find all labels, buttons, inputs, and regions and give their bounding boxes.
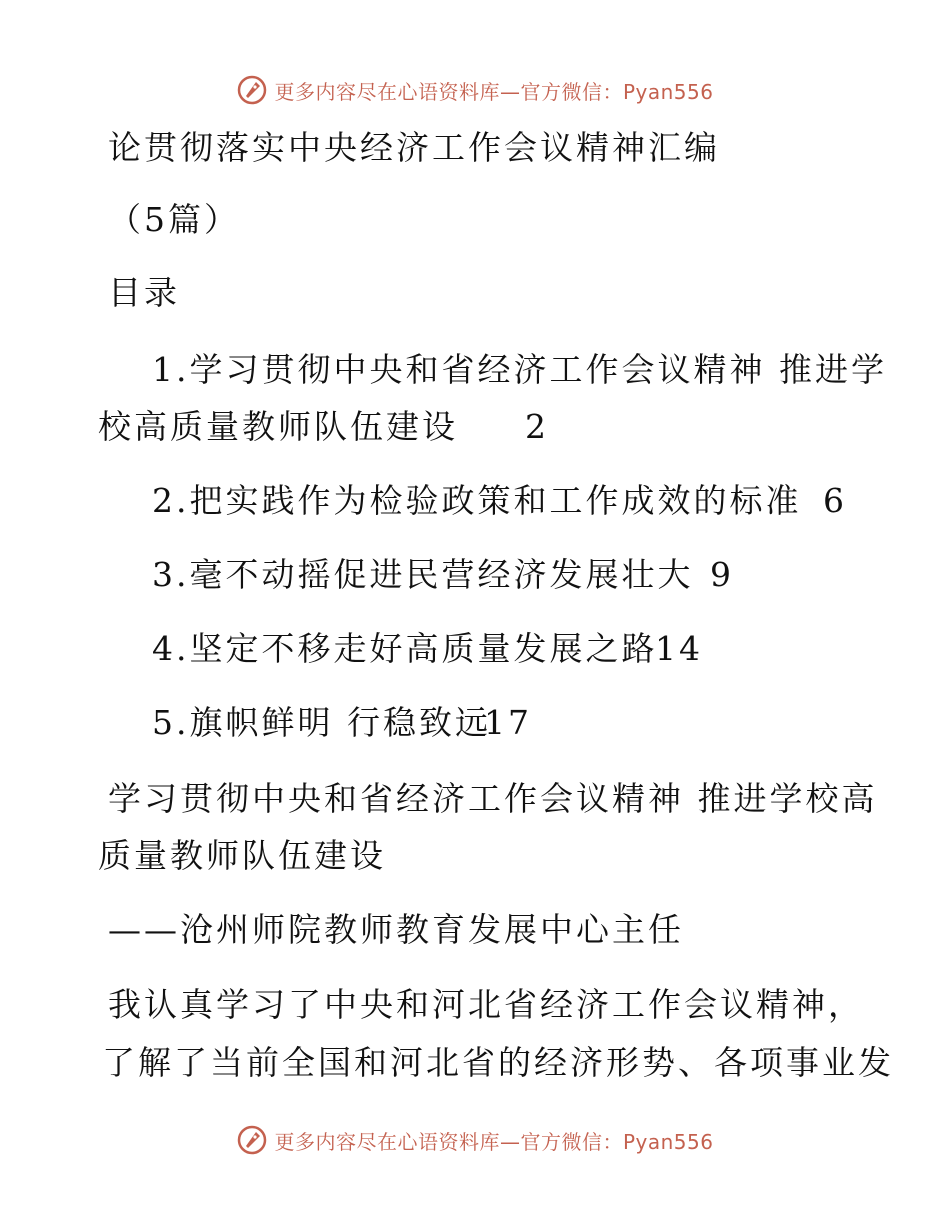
toc-item-5-page: 17	[484, 703, 532, 742]
toc-item-3[interactable]	[152, 555, 694, 595]
toc-item-2-label: 2.把实践作为检验政策和工作成效的标准	[152, 481, 802, 520]
article-author: ——沧州师院教师教育发展中心主任	[108, 910, 684, 949]
toc-item-5[interactable]	[152, 703, 491, 743]
pen-nib-icon	[236, 1124, 268, 1156]
toc-item-4-label: 4.坚定不移走好高质量发展之路	[152, 629, 658, 668]
body-paragraph-line2: 了解了当前全国和河北省的经济形势、各项事业发	[102, 1043, 894, 1082]
footer-watermark	[0, 1120, 950, 1160]
article-title-line2: 质量教师队伍建设	[98, 836, 386, 875]
toc-item-4-page: 14	[655, 629, 703, 668]
pen-nib-icon	[236, 74, 268, 106]
toc-item-3-page: 9	[710, 555, 734, 594]
toc-item-2-page: 6	[823, 481, 847, 520]
document-title-count: （5篇）	[108, 200, 240, 239]
document-title: 论贯彻落实中央经济工作会议精神汇编	[108, 128, 720, 167]
toc-item-3-label: 3.毫不动摇促进民营经济发展壮大	[152, 555, 694, 594]
toc-item-1-line1[interactable]: 1.学习贯彻中央和省经济工作会议精神 推进学	[152, 350, 887, 389]
toc-item-1-label: 校高质量教师队伍建设	[98, 407, 458, 446]
header-watermark	[0, 70, 950, 110]
watermark-text: 更多内容尽在心语资料库—官方微信：Pyan556	[274, 79, 714, 104]
article-title-line1: 学习贯彻中央和省经济工作会议精神 推进学校高	[108, 779, 878, 818]
toc-heading: 目录	[108, 273, 180, 312]
body-paragraph-line1: 我认真学习了中央和河北省经济工作会议精神，	[108, 985, 864, 1024]
watermark-text: 更多内容尽在心语资料库—官方微信：Pyan556	[274, 1129, 714, 1154]
toc-item-5-label: 5.旗帜鲜明 行稳致远	[152, 703, 491, 742]
toc-item-2[interactable]	[152, 481, 802, 521]
toc-item-1-line2[interactable]	[98, 407, 549, 447]
toc-item-4[interactable]	[152, 629, 658, 669]
toc-item-1-page: 2	[525, 407, 549, 446]
